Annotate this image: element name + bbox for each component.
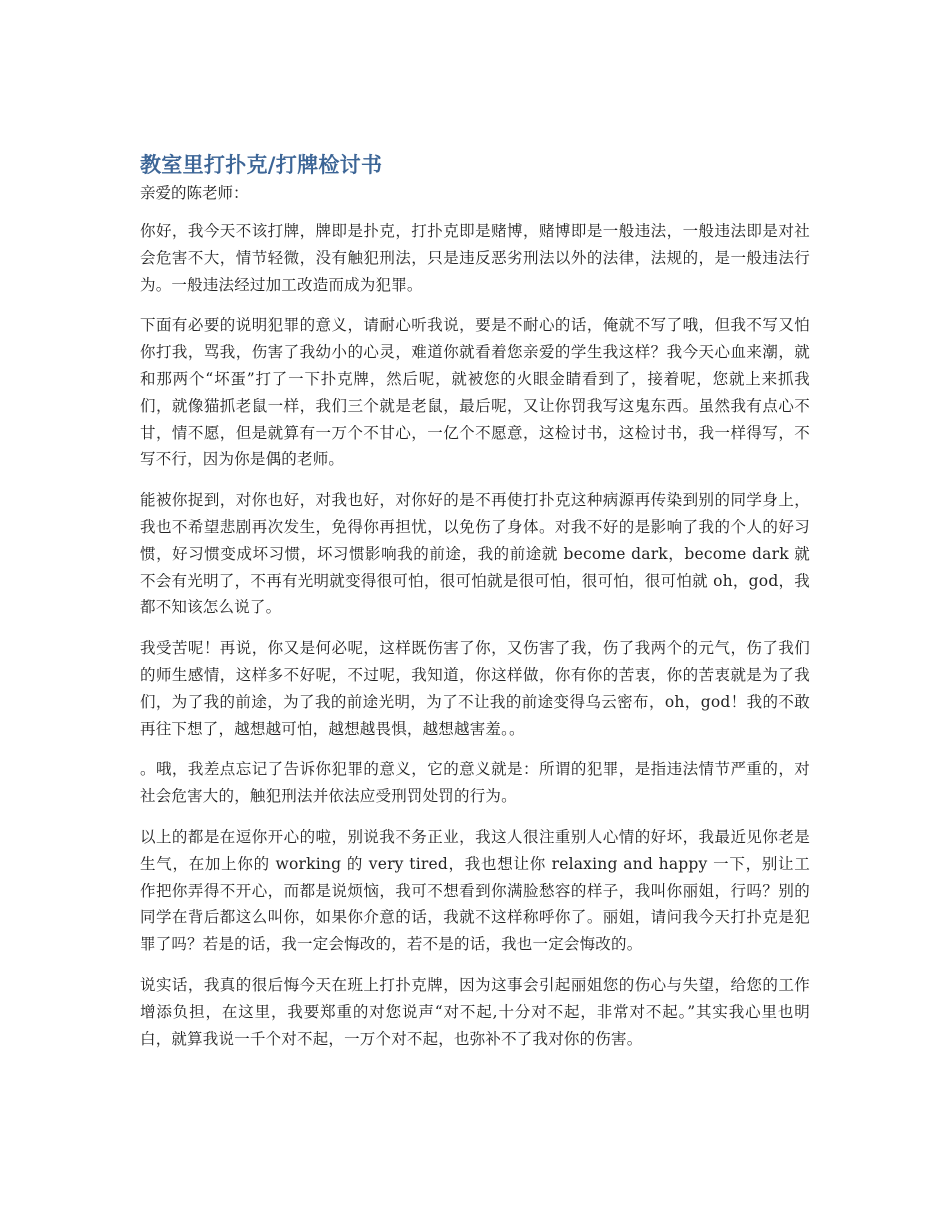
paragraph-6: 以上的都是在逗你开心的啦，别说我不务正业，我这人很注重别人心情的好坏，我最近见你老是生气，在加上你的 working 的 very tired，我也想让你 relaxing and happy 一下，别让工作把你弄得不开心，而都是说烦恼，我可不想看到你满脸愁容的样子，我叫你丽姐，行吗？别的同学在背后都这么叫你，如果你介意的话，我就不这样称呼你了。丽姐，请问我今天打扑克是犯罪了吗？若是的话，我一定会悔改的，若不是的话，我也一定会悔改的。 (140, 827, 810, 954)
paragraph-5: 。哦，我差点忘记了告诉你犯罪的意义，它的意义就是：所谓的犯罪，是指违法情节严重的，对社会危害大的，触犯刑法并依法应受刑罚处罚的行为。 (140, 760, 810, 806)
salutation: 亲爱的陈老师： (140, 184, 249, 202)
paragraph-7: 说实话，我真的很后悔今天在班上打扑克牌，因为这事会引起丽姐您的伤心与失望，给您的工作增添负担，在这里，我要郑重的对您说声“对不起,十分对不起，非常对不起。”其实我心里也明白，就算我说一千个对不起，一万个对不起，也弥补不了我对你的伤害。 (140, 975, 810, 1048)
document-page (140, 150, 810, 1066)
paragraph-1: 你好，我今天不该打牌，牌即是扑克，打扑克即是赌博，赌博即是一般违法，一般违法即是对社会危害不大，情节轻微，没有触犯刑法，只是违反恶劣刑法以外的法律，法规的，是一般违法行为。一般违法经过加工改造而成为犯罪。 (140, 222, 810, 294)
paragraph-4: 我受苦呢！再说，你又是何必呢，这样既伤害了你，又伤害了我，伤了我两个的元气，伤了我们的师生感情，这样多不好呢，不过呢，我知道，你这样做，你有你的苦衷，你的苦衷就是为了我们，为了我的前途，为了我的前途光明，为了不让我的前途变得乌云密布，oh，god！我的不敢再往下想了，越想越可怕，越想越畏惧，越想越害羞。。 (140, 639, 810, 738)
document-title: 教室里打扑克/打牌检讨书 (140, 153, 383, 177)
paragraph-3: 能被你捉到，对你也好，对我也好，对你好的是不再使打扑克这种病源再传染到别的同学身上，我也不希望悲剧再次发生，免得你再担忧，以免伤了身体。对我不好的是影响了我的个人的好习惯，好习惯变成坏习惯，坏习惯影响我的前途，我的前途就 become dark，become dark 就不会有光明了，不再有光明就变得很可怕，很可怕就是很可怕，很可怕，很可怕就 oh，god，我都不知该怎么说了。 (140, 491, 810, 617)
paragraph-2: 下面有必要的说明犯罪的意义，请耐心听我说，要是不耐心的话，俺就不写了哦，但我不写又怕你打我，骂我，伤害了我幼小的心灵，难道你就看着您亲爱的学生我这样？我今天心血来潮，就和那两个“坏蛋”打了一下扑克牌，然后呢，就被您的火眼金睛看到了，接着呢，您就上来抓我们，就像猫抓老鼠一样，我们三个就是老鼠，最后呢，又让你罚我写这鬼东西。虽然我有点心不甘，情不愿，但是就算有一万个不甘心，一亿个不愿意，这检讨书，这检讨书，我一样得写，不写不行，因为你是偶的老师。 (140, 316, 810, 469)
